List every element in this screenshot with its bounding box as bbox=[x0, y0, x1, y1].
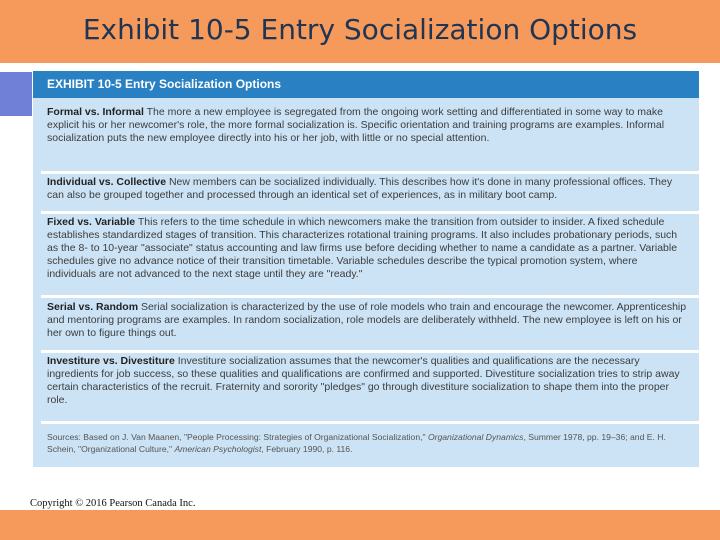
section-term: Investiture vs. Divestiture bbox=[47, 355, 175, 367]
section-investiture-divestiture bbox=[47, 355, 687, 407]
section-formal-informal bbox=[47, 106, 687, 145]
bottom-orange-band bbox=[0, 510, 720, 540]
section-term: Individual vs. Collective bbox=[47, 176, 167, 188]
section-fixed-variable bbox=[47, 216, 687, 281]
section-text: Investiture socialization assumes that the newcomer's qualities and qualifications are the necessary ingredients for job success, so these qualities and qualifications are confirmed and supported. Divestiture socialization tries to strip away certain characteristics of the recruit. Fraternity and sorority "pledges" go through divestiture socialization to shape them into the proper role. bbox=[47, 355, 680, 406]
section-text: The more a new employee is segregated from the ongoing work setting and differentiated in some way to make explicit his or her newcomer's role, the more formal socialization is. Specific orientation and training programs are examples. Informal socialization puts the new employee directly into his or her job, with little or no special attention. bbox=[47, 106, 665, 144]
sources-mid: , Summer 1978, pp. 19–36; and E. H. Schein, "Organizational Culture," bbox=[47, 432, 666, 454]
sources-note bbox=[47, 431, 687, 455]
section-divider bbox=[41, 350, 699, 353]
left-accent-bar bbox=[0, 72, 32, 116]
section-term: Fixed vs. Variable bbox=[47, 216, 136, 228]
sources-journal: Organizational Dynamics bbox=[427, 432, 524, 442]
section-term: Serial vs. Random bbox=[47, 301, 139, 313]
section-individual-collective bbox=[47, 176, 687, 202]
section-serial-random bbox=[47, 301, 687, 340]
sources-lead: Sources: Based on J. Van Maanen, "People Processing: Strategies of Organizational Socialization," bbox=[47, 432, 426, 442]
sources-end: , February 1990, p. 116. bbox=[261, 444, 353, 454]
section-text: New members can be socialized individually. This describes how it's done in many professional offices. They can also be grouped together and processed through an identical set of experiences, as in military boot camp. bbox=[47, 176, 673, 201]
exhibit-header-title: EXHIBIT 10-5 Entry Socialization Options bbox=[47, 77, 282, 91]
slide-title: Exhibit 10-5 Entry Socialization Options bbox=[82, 13, 638, 46]
section-divider bbox=[41, 421, 699, 424]
section-term: Formal vs. Informal bbox=[47, 106, 144, 118]
exhibit-header bbox=[33, 71, 699, 98]
section-text: This refers to the time schedule in which newcomers make the transition from outsider to insider. A fixed schedule establishes standardized stages of transition. This characterizes rotational training programs. It also includes probationary periods, such as the 8- to 10-year "associate" status accounting and law firms use before deciding whether to name a candidate as a partner. Variable schedules give no advance notice of their transition timetable. Variable schedules describe the typical promotion system, where individuals are not advanced to the next stage until they are "ready." bbox=[47, 216, 678, 280]
copyright-notice: Copyright © 2016 Pearson Canada Inc. bbox=[30, 498, 196, 509]
section-divider bbox=[41, 295, 699, 298]
section-divider bbox=[41, 171, 699, 174]
exhibit-table bbox=[33, 71, 699, 467]
section-text: Serial socialization is characterized by the use of role models who train and encourage the newcomer. Apprenticeship and mentoring programs are examples. In random socialization, role models are deliberately withheld. The new employee is left on his or her own to figure things out. bbox=[47, 301, 687, 339]
section-divider bbox=[41, 211, 699, 214]
sources-journal: American Psychologist bbox=[174, 444, 262, 454]
